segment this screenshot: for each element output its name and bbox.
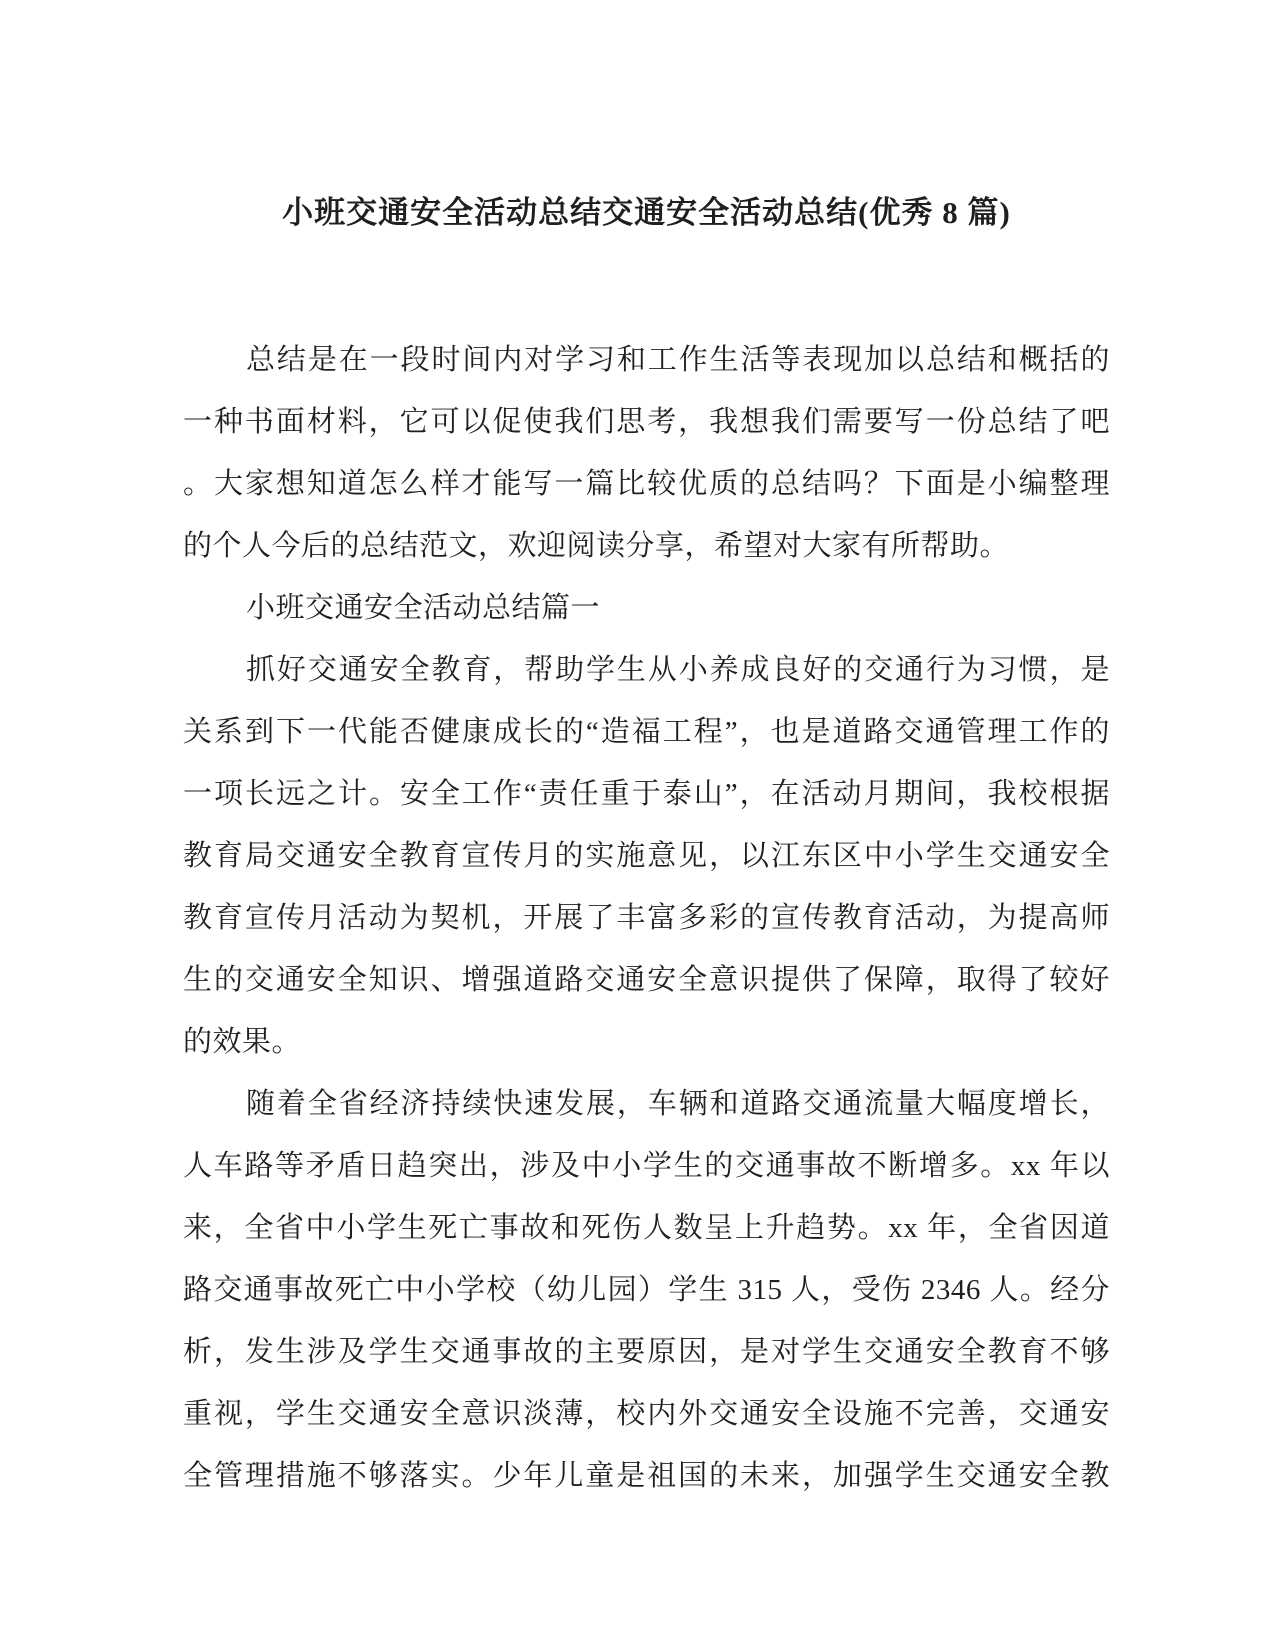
- text-line: 教育局交通安全教育宣传月的实施意见，以江东区中小学生交通安全: [183, 840, 1110, 872]
- text-line: 抓好交通安全教育，帮助学生从小养成良好的交通行为习惯，是: [246, 654, 1110, 686]
- text-line: 。大家想知道怎么样才能写一篇比较优质的总结吗？下面是小编整理: [183, 468, 1110, 500]
- text-line: 析，发生涉及学生交通事故的主要原因，是对学生交通安全教育不够: [183, 1336, 1110, 1368]
- text-line: 全管理措施不够落实。少年儿童是祖国的未来，加强学生交通安全教: [183, 1460, 1110, 1492]
- document-title: 小班交通安全活动总结交通安全活动总结(优秀 8 篇): [282, 195, 1011, 230]
- text-line: 随着全省经济持续快速发展，车辆和道路交通流量大幅度增长，: [246, 1088, 1110, 1120]
- text-line: 教育宣传月活动为契机，开展了丰富多彩的宣传教育活动，为提高师: [183, 902, 1110, 934]
- text-line: 小班交通安全活动总结篇一: [246, 592, 601, 624]
- text-line: 一种书面材料，它可以促使我们思考，我想我们需要写一份总结了吧: [183, 406, 1110, 438]
- text-line: 重视，学生交通安全意识淡薄，校内外交通安全设施不完善，交通安: [183, 1398, 1110, 1430]
- text-line: 的个人今后的总结范文，欢迎阅读分享，希望对大家有所帮助。: [183, 530, 1010, 562]
- text-line: 的效果。: [183, 1026, 302, 1058]
- document-body: [183, 329, 1110, 1507]
- text-line: 人车路等矛盾日趋突出，涉及中小学生的交通事故不断增多。xx 年以: [183, 1150, 1110, 1182]
- text-line: 路交通事故死亡中小学校（幼儿园）学生 315 人，受伤 2346 人。经分: [183, 1274, 1110, 1306]
- text-line: 关系到下一代能否健康成长的“造福工程”，也是道路交通管理工作的: [183, 716, 1110, 748]
- text-line: 生的交通安全知识、增强道路交通安全意识提供了保障，取得了较好: [183, 964, 1110, 996]
- text-line: 来，全省中小学生死亡事故和死伤人数呈上升趋势。xx 年，全省因道: [183, 1212, 1110, 1244]
- text-line: 总结是在一段时间内对学习和工作生活等表现加以总结和概括的: [246, 344, 1110, 376]
- text-line: 一项长远之计。安全工作“责任重于泰山”，在活动月期间，我校根据: [183, 778, 1110, 810]
